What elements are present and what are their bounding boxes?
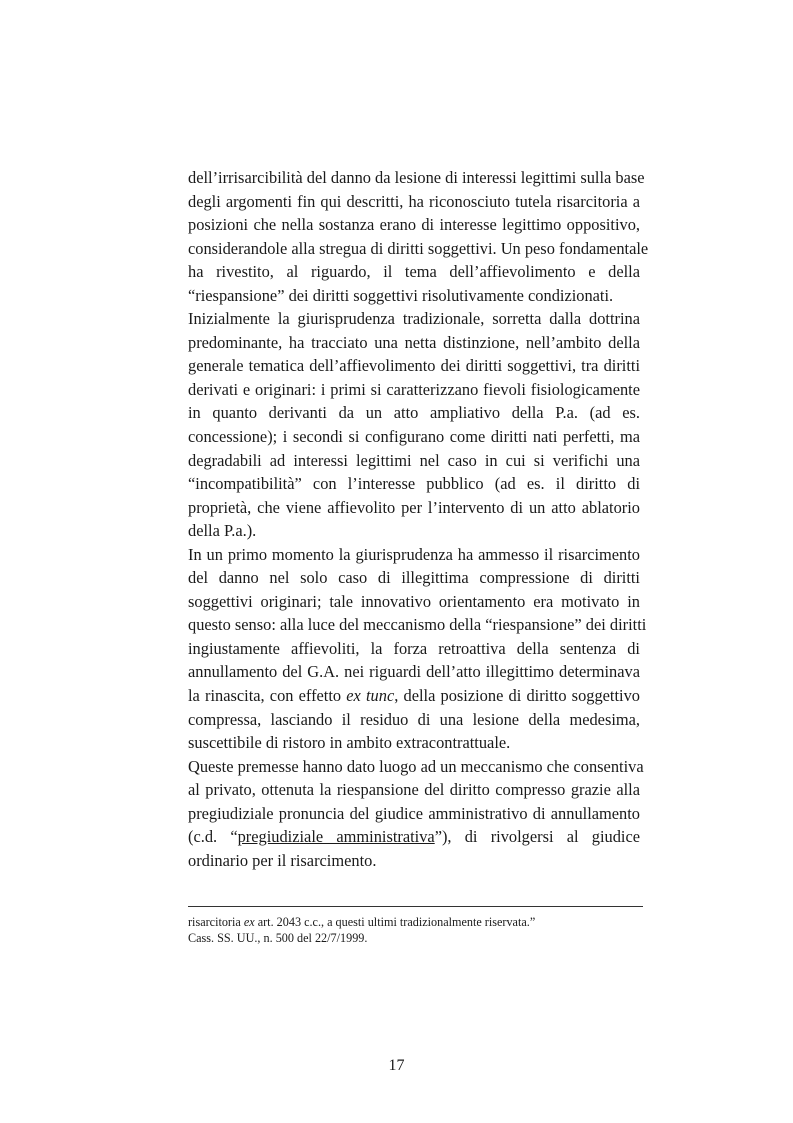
footnote-line: Cass. SS. UU., n. 500 del 22/7/1999. bbox=[188, 931, 368, 945]
italic-term: ex tunc bbox=[346, 686, 395, 706]
text-line: posizioni che nella sostanza erano di interesse legittimo oppositivo, bbox=[188, 215, 640, 235]
footnotes bbox=[188, 914, 643, 946]
paragraph bbox=[188, 755, 644, 873]
text-line: questo senso: alla luce del meccanismo della “riespansione” dei diritti bbox=[188, 615, 647, 635]
text-line: compressa, lasciando il residuo di una lesione della medesima, bbox=[188, 709, 640, 729]
text-line: In un primo momento la giurisprudenza ha ammesso il risarcimento bbox=[188, 544, 640, 564]
text-line bbox=[188, 684, 640, 708]
text-line: ordinario per il risarcimento. bbox=[188, 850, 377, 870]
paragraph bbox=[188, 307, 640, 542]
text-line: al privato, ottenuta la riespansione del diritto compresso grazie alla bbox=[188, 780, 640, 800]
text-line: “riespansione” dei diritti soggettivi risolutivamente condizionati. bbox=[188, 285, 614, 305]
text-line: predominante, ha tracciato una netta distinzione, nell’ambito della bbox=[188, 332, 640, 352]
text-line: soggettivi originari; tale innovativo orientamento era motivato in bbox=[188, 591, 640, 611]
text-segment: la rinascita, con effetto bbox=[188, 686, 347, 706]
text-line: proprietà, che viene affievolito per l’intervento di un atto ablatorio bbox=[188, 497, 640, 517]
text-line: concessione); i secondi si configurano come diritti nati perfetti, ma bbox=[188, 427, 640, 447]
text-line: degradabili ad interessi legittimi nel caso in cui si verifichi una bbox=[188, 450, 640, 470]
text-line: degli argomenti fin qui descritti, ha riconosciuto tutela risarcitoria a bbox=[188, 191, 640, 211]
underlined-term: pregiudiziale amministrativa bbox=[237, 827, 435, 847]
text-segment: risarcitoria bbox=[188, 915, 244, 929]
text-line: dell’irrisarcibilità del danno da lesione di interessi legittimi sulla base bbox=[188, 168, 645, 187]
text-segment: art. 2043 c.c., a questi ultimi tradizionalmente riservata.” bbox=[254, 915, 536, 929]
text-line: “incompatibilità” con l’interesse pubblico (ad es. il diritto di bbox=[188, 474, 640, 494]
text-line: ingiustamente affievoliti, la forza retroattiva della sentenza di bbox=[188, 638, 640, 658]
text-segment: (c.d. “ bbox=[188, 827, 238, 847]
text-segment: , della posizione di diritto soggettivo bbox=[394, 686, 640, 706]
text-line bbox=[188, 825, 640, 849]
body-text bbox=[188, 166, 649, 872]
text-line: in quanto derivanti da un atto ampliativo della P.a. (ad es. bbox=[188, 403, 640, 423]
text-line: derivati e originari: i primi si caratterizzano fievoli fisiologicamente bbox=[188, 379, 640, 399]
text-line: Queste premesse hanno dato luogo ad un meccanismo che consentiva bbox=[188, 756, 644, 776]
text-line: annullamento del G.A. nei riguardi dell’atto illegittimo determinava bbox=[188, 662, 640, 682]
text-line: considerandole alla stregua di diritti soggettivi. Un peso fondamentale bbox=[188, 238, 649, 258]
text-line: Inizialmente la giurisprudenza tradizionale, sorretta dalla dottrina bbox=[188, 309, 640, 329]
text-line: ha rivestito, al riguardo, il tema dell’affievolimento e della bbox=[188, 262, 640, 282]
text-line: pregiudiziale pronuncia del giudice amministrativo di annullamento bbox=[188, 803, 640, 823]
page-number: 17 bbox=[388, 1057, 405, 1074]
footnote-divider bbox=[188, 906, 643, 907]
text-segment: ”), di rivolgersi al giudice bbox=[434, 827, 640, 847]
text-line: suscettibile di ristoro in ambito extracontrattuale. bbox=[188, 733, 511, 753]
italic-term: ex bbox=[243, 915, 255, 929]
paragraph bbox=[188, 166, 649, 307]
footnote-line bbox=[188, 914, 643, 930]
text-line: della P.a.). bbox=[188, 521, 257, 541]
paragraph bbox=[188, 543, 647, 755]
text-line: generale tematica dell’affievolimento dei diritti soggettivi, tra diritti bbox=[188, 356, 640, 376]
text-line: del danno nel solo caso di illegittima compressione di diritti bbox=[188, 568, 640, 588]
